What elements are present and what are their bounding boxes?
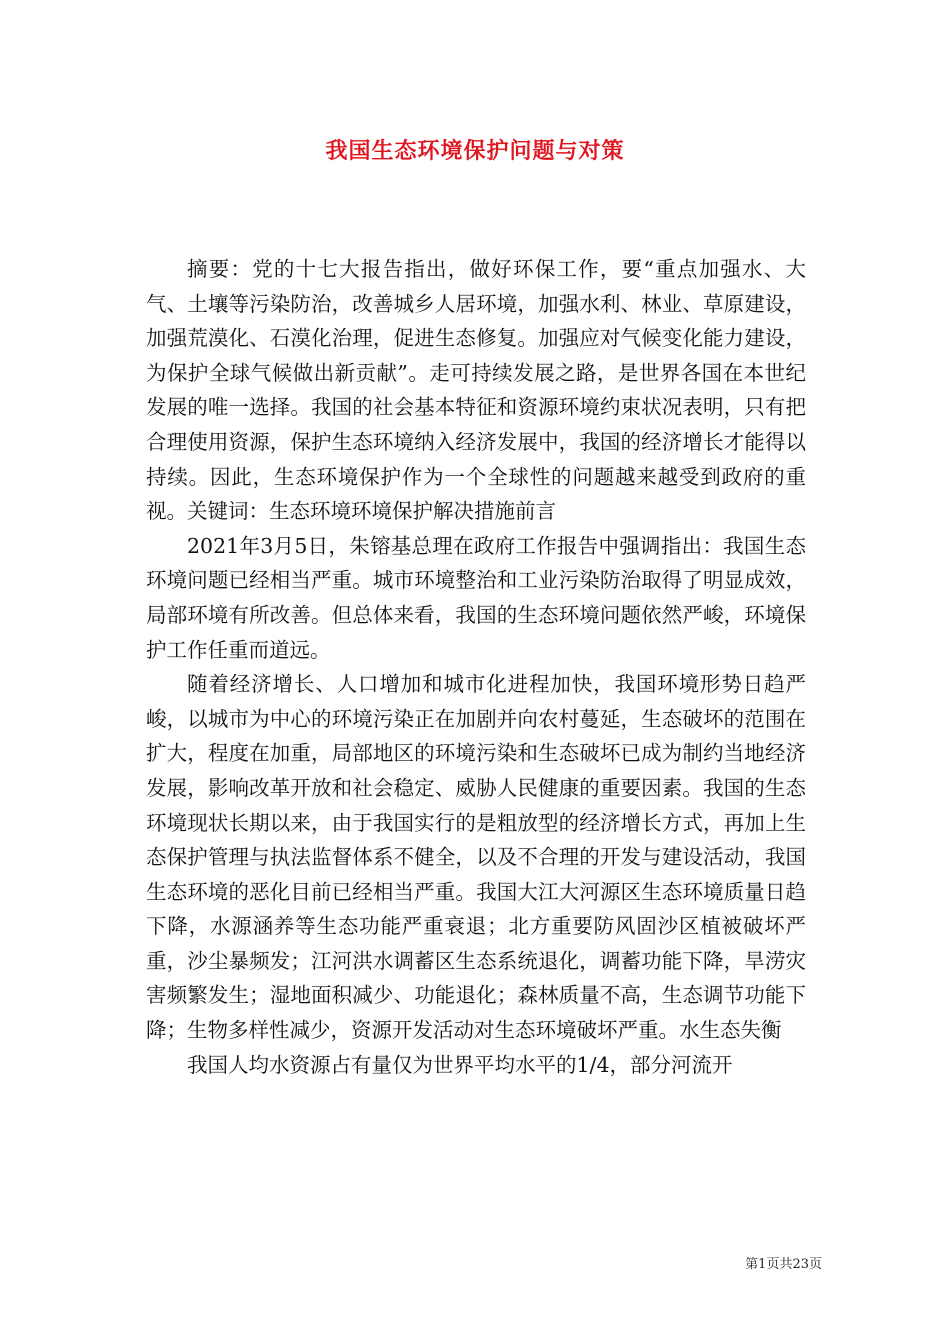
document-body bbox=[146, 252, 806, 1082]
paragraph-3: 随着经济增长、人口增加和城市化进程加快，我国环境形势日趋严峻，以城市为中心的环境污染正在加剧并向农村蔓延，生态破坏的范围在扩大，程度在加重，局部地区的环境污染和生态破坏已成为制约当地经济发展，影响改革开放和社会稳定、威胁人民健康的重要因素。我国的生态环境现状长期以来，由于我国实行的是粗放型的经济增长方式，再加上生态保护管理与执法监督体系不健全，以及不合理的开发与建设活动，我国生态环境的恶化目前已经相当严重。我国大江大河源区生态环境质量日趋下降，水源涵养等生态功能严重衰退；北方重要防风固沙区植被破坏严重，沙尘暴频发；江河洪水调蓄区生态系统退化，调蓄功能下降，旱涝灾害频繁发生；湿地面积减少、功能退化；森林质量不高，生态调节功能下降；生物多样性减少，资源开发活动对生态环境破坏严重。水生态失衡 bbox=[146, 672, 806, 1043]
paragraph-abstract: 摘要：党的十七大报告指出，做好环保工作，要“重点加强水、大气、土壤等污染防治，改善城乡人居环境，加强水利、林业、草原建设，加强荒漠化、石漠化治理，促进生态修复。加强应对气候变化能力建设，为保护全球气候做出新贡献”。走可持续发展之路，是世界各国在本世纪发展的唯一选择。我国的社会基本特征和资源环境约束状况表明，只有把合理使用资源，保护生态环境纳入经济发展中，我国的经济增长才能得以持续。因此，生态环境保护作为一个全球性的问题越来越受到政府的重视。关键词：生态环境环境保护解决措施前言 bbox=[146, 257, 806, 524]
page-footer: 第1页共23页 bbox=[745, 1257, 822, 1272]
paragraph-2: 2021年3月5日，朱镕基总理在政府工作报告中强调指出：我国生态环境问题已经相当严重。城市环境整治和工业污染防治取得了明显成效，局部环境有所改善。但总体来看，我国的生态环境问题依然严峻，环境保护工作任重而道远。 bbox=[146, 533, 806, 662]
paragraph-4: 我国人均水资源占有量仅为世界平均水平的1/4，部分河流开 bbox=[187, 1052, 733, 1077]
page-title: 我国生态环境保护问题与对策 bbox=[325, 138, 625, 164]
